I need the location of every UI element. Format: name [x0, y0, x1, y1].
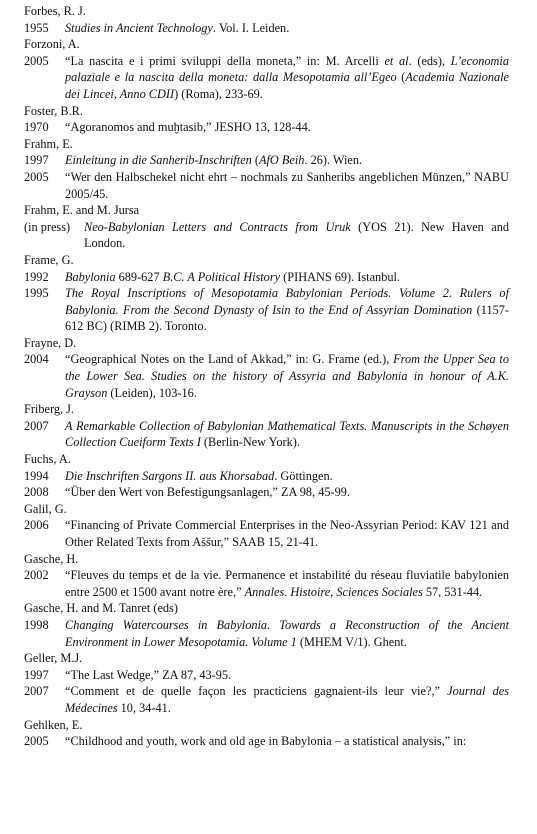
entry-year: 1970 [24, 120, 49, 135]
bibliography-entry [0, 418, 537, 451]
bibliography-entry [0, 119, 537, 136]
entry-text: (1157-612 BC) (RIMB 2). Toronto. [65, 302, 509, 334]
entry-title-italic: Studies in Ancient Technology [65, 20, 213, 35]
entry-title-italic: Annales. Histoire, Sciences Sociales [244, 584, 423, 599]
bibliography-entry [0, 53, 537, 103]
author-heading: Geller, M.J. [24, 651, 83, 666]
entry-year: 2005 [24, 734, 49, 749]
entry-text: “Agoranomos and muḫtasib,” JESHO 13, 128-44. [65, 120, 311, 135]
author-heading: Fuchs, A. [24, 452, 71, 467]
author-heading: Frayne, D. [24, 335, 77, 350]
bibliography-entry [0, 617, 537, 650]
entry-year: 1994 [24, 468, 49, 483]
author-heading: Frahm, E. [24, 136, 73, 151]
entry-text: . Vol. I. Leiden. [212, 20, 290, 35]
entry-title-italic: Academia Nazionale dei Lincei, Anno CDII [65, 70, 510, 101]
bibliography-entry [0, 567, 537, 600]
entry-title-italic: Neo-Babylonian Letters and Contracts from Uruk [84, 219, 351, 234]
entry-title-italic: B.C. A Political History [162, 269, 281, 284]
bibliography-entry [0, 152, 537, 169]
author-heading: Forbes, R. J. [24, 4, 86, 18]
entry-text: ) (Roma), 233-69. [174, 86, 263, 101]
bibliography-entry [0, 20, 537, 37]
author-heading: Frame, G. [24, 252, 74, 267]
bibliography-entry [0, 468, 537, 485]
bibliography-entry [0, 517, 537, 550]
author-heading: Gehlken, E. [24, 717, 83, 732]
entry-title-italic: Changing Watercourses in Babylonia. Towards a Reconstruction of the Ancient Environment in Lower Mesopotamia. Volume 1 [65, 617, 509, 649]
entry-title-italic: A Remarkable Collection of Babylonian Mathematical Texts. Manuscripts in the Schøyen Collection Cueiform Texts I [65, 418, 509, 450]
entry-year: 2004 [24, 352, 49, 367]
bibliography-entry [0, 484, 537, 501]
bibliography-entry [0, 169, 537, 202]
entry-year: (in press) [24, 219, 71, 234]
entry-year: 2005 [24, 169, 49, 184]
bibliography-page [0, 3, 537, 750]
entry-text: “Fleuves du temps et de la vie. Permanence et instabilité du réseau fluviatile babylonien entre 2500 et 1500 avant notre ère,” [65, 568, 509, 599]
entry-title-italic: Babylonia [65, 269, 116, 284]
entry-text: (PIHANS 69). Istanbul. [280, 269, 400, 284]
entry-year: 1955 [24, 20, 49, 35]
author-heading: Foster, B.R. [24, 103, 83, 118]
author-heading: Gasche, H. and M. Tanret (eds) [24, 601, 178, 616]
entry-text: (MHEM V/1). Ghent. [296, 634, 407, 649]
entry-text: “Geographical Notes on the Land of Akkad,” in: G. Frame (ed.), [65, 352, 394, 367]
bibliography-entry [0, 269, 537, 286]
entry-year: 1992 [24, 269, 49, 284]
entry-year: 2007 [24, 684, 49, 699]
author-heading: Forzoni, A. [24, 37, 80, 52]
entry-year: 2008 [24, 485, 49, 500]
bibliography-entry [0, 733, 537, 750]
entry-text: 10, 34-41. [117, 700, 171, 715]
entry-text: (Berlin-New York). [200, 435, 300, 450]
entry-title-italic: Einleitung in die Sanherib-Inschriften [65, 153, 252, 168]
entry-year: 2002 [24, 568, 49, 583]
bibliography-entry [0, 683, 537, 716]
entry-title-italic: Journal des Médecines [65, 684, 509, 715]
entry-year: 2007 [24, 418, 49, 433]
entry-text: ( [251, 153, 259, 168]
entry-text: “Childhood and youth, work and old age in Babylonia – a statistical analysis,” in: [65, 734, 467, 749]
bibliography-entry [0, 219, 537, 252]
entry-title-italic: The Royal Inscriptions of Mesopotamia Babylonian Periods. Volume 2. Rulers of Babylonia. From the Second Dynasty of Isin to the End of Assyrian Domination [65, 286, 509, 317]
entry-text: . Göttingen. [274, 468, 333, 483]
entry-text: . 26). Wien. [304, 153, 363, 168]
bibliography-entry [0, 285, 537, 335]
entry-text: . (eds), [408, 53, 451, 68]
entry-year: 1997 [24, 153, 49, 168]
entry-year: 2006 [24, 518, 49, 533]
entry-year: 1998 [24, 617, 49, 632]
entry-text: “Über den Wert von Befestigungsanlagen,” ZA 98, 45-99. [65, 485, 350, 500]
author-heading: Frahm, E. and M. Jursa [24, 203, 140, 218]
entry-text: 57, 531-44. [422, 584, 483, 599]
entry-text: “Wer den Halbschekel nicht ehrt – nochmals zu Sanheribs angeblichen Münzen,” NABU 2005/45. [65, 169, 509, 201]
entry-text: 689-627 [115, 269, 163, 284]
entry-text: ( [396, 70, 406, 85]
author-heading: Friberg, J. [24, 402, 74, 417]
entry-text: “Financing of Private Commercial Enterprises in the Neo-Assyrian Period: KAV 121 and Other Related Texts from Aššur,” SAAB 15, 21-41. [65, 518, 509, 549]
entry-text: “The Last Wedge,” ZA 87, 43-95. [65, 667, 232, 682]
entry-text: “Comment et de quelle façon les practiciens gagnaient-ils leur vie?,” [65, 684, 448, 699]
entry-title-italic: AfO Beih [259, 153, 305, 168]
bibliography-entry [0, 667, 537, 684]
entry-title-italic: From the Upper Sea to the Lower Sea. Studies on the history of Assyria and Babylonia in honour of A.K. Grayson [65, 352, 509, 400]
entry-text: (YOS 21). New Haven and London. [84, 219, 509, 251]
entry-year: 1995 [24, 286, 49, 301]
entry-text: “La nascita e i primi sviluppi della moneta,” in: M. Arcelli [65, 53, 385, 68]
bibliography-entry [0, 351, 537, 401]
entry-title-italic: et al [384, 53, 409, 68]
entry-title-italic: Die Inschriften Sargons II. aus Khorsabad [65, 468, 275, 483]
author-heading: Galil, G. [24, 501, 67, 516]
author-heading: Gasche, H. [24, 551, 79, 566]
entry-title-italic: L’economia palaziale e la nascita della moneta: dalla Mesopotamia all’Egeo [65, 53, 509, 85]
entry-text: (Leiden), 103-16. [107, 385, 197, 400]
entry-year: 2005 [24, 53, 49, 68]
entry-year: 1997 [24, 667, 49, 682]
